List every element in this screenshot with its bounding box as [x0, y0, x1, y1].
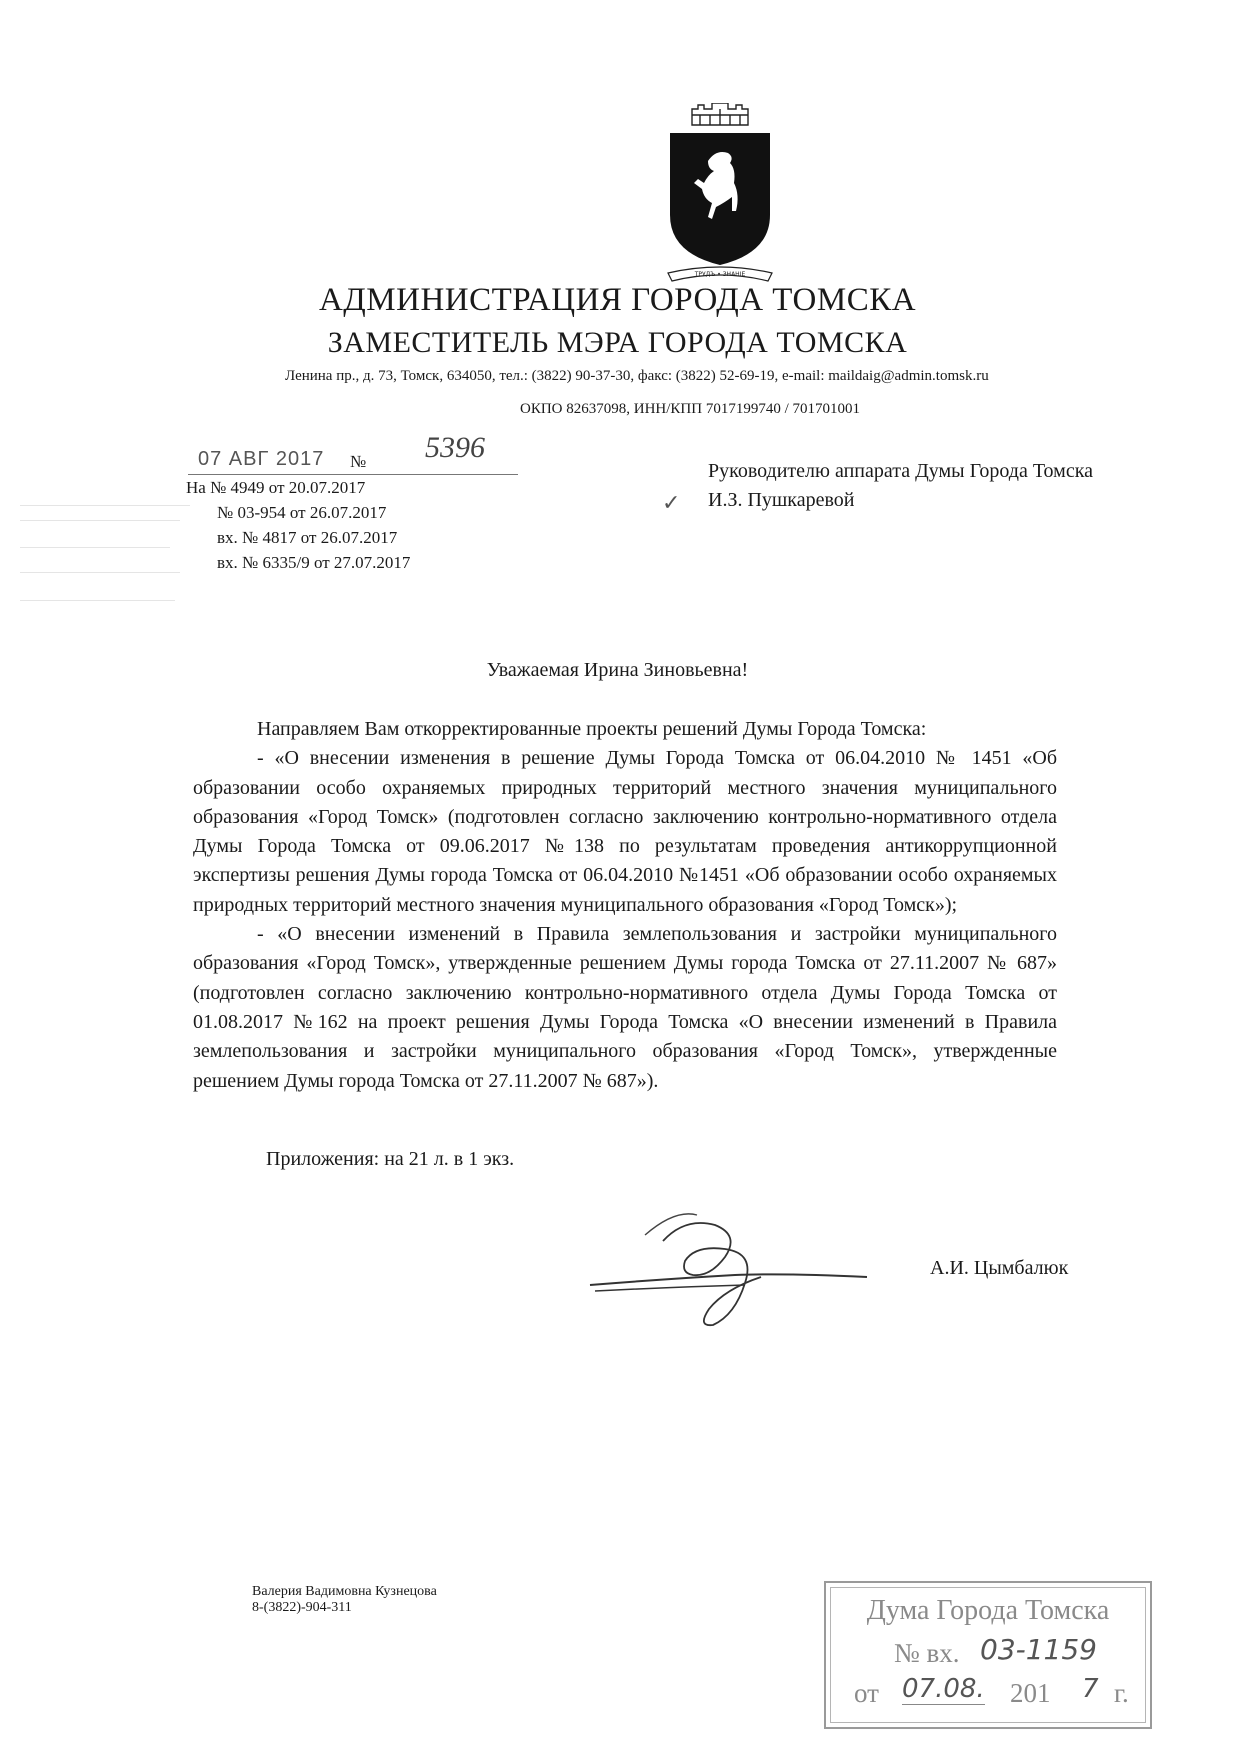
body-paragraph: - «О внесении изменения в решение Думы Города Томска от 06.04.2010 № 1451 «Об образовании особо охраняемых природных территорий местного значения муниципального образования «Город Томск» (подготовлен согласно заключению контрольно-нормативного отдела Думы Города Томска от 09.06.2017 №138 по результатам проведения антикоррупционной экспертизы решения Думы города Томска от 06.04.2010 №1451 «Об образовании особо охраняемых природных территорий местного значения муниципального образования «Город Томск»);: [193, 747, 1057, 916]
stamp-title: Дума Города Томска: [866, 1595, 1110, 1626]
check-mark-icon: ✓: [662, 490, 681, 515]
stamp-date-value: 07.08.: [902, 1674, 985, 1704]
incoming-stamp: [824, 1581, 1152, 1729]
registration-number-label: №: [350, 452, 367, 471]
salutation: Уважаемая Ирина Зиновьевна!: [486, 659, 749, 681]
org-title: АДМИНИСТРАЦИЯ ГОРОДА ТОМСКА: [318, 282, 917, 318]
reference-line: вх. № 4817 от 26.07.2017: [217, 528, 398, 547]
org-codes: ОКПО 82637098, ИНН/КПП 7017199740 / 701701001: [520, 401, 861, 417]
scan-artifact: [20, 520, 180, 521]
registration-date: 07 АВГ 2017: [198, 448, 325, 470]
tomsk-coat-of-arms-emblem: [664, 103, 776, 285]
attachment-note: Приложения: на 21 л. в 1 экз.: [266, 1148, 515, 1170]
registration-number: 5396: [425, 431, 485, 464]
stamp-in-number: 03-1159: [980, 1633, 1097, 1666]
signer-name: А.И. Цымбалюк: [930, 1257, 1069, 1279]
body-paragraph: - «О внесении изменений в Правила землепользования и застройки муниципального образования «Город Томск», утвержденные решением Думы города Томска от 27.11.2007 № 687» (подготовлен согласно заключению контрольно-нормативного отдела Думы Города Томска от 01.08.2017 №162 на проект решения Думы Города Томска «О внесении изменений в Правила землепользования и застройки муниципального образования «Город Томск», утвержденные решением Думы города Томска от 27.11.2007 № 687»).: [193, 923, 1057, 1092]
scan-artifact: [20, 600, 175, 601]
stamp-year-digit: 7: [1082, 1674, 1099, 1704]
scan-artifact: [20, 572, 180, 573]
position-title: ЗАМЕСТИТЕЛЬ МЭРА ГОРОДА ТОМСКА: [327, 326, 908, 359]
stamp-in-label: № вх.: [894, 1638, 960, 1668]
handwritten-signature: [585, 1205, 870, 1330]
scan-artifact: [20, 547, 170, 548]
stamp-date-prefix: от: [854, 1678, 879, 1708]
org-address: Ленина пр., д. 73, Томск, 634050, тел.: (3822) 90-37-30, факс: (3822) 52-69-19, e-mail: maildaig@admin.tomsk.ru: [285, 368, 989, 384]
contact-phone: 8-(3822)-904-311: [252, 1600, 352, 1615]
scan-artifact: [20, 505, 190, 506]
recipient-name: И.З. Пушкаревой: [708, 489, 855, 511]
reference-line: № 03-954 от 26.07.2017: [217, 503, 387, 522]
letter-body: [193, 715, 1057, 1096]
registration-underline: [188, 474, 518, 475]
body-paragraph: Направляем Вам откорректированные проекты решений Думы Города Томска:: [257, 718, 927, 740]
stamp-year-prefix: 201: [1010, 1678, 1051, 1708]
recipient-title: Руководителю аппарата Думы Города Томска: [708, 460, 1093, 482]
contact-name: Валерия Вадимовна Кузнецова: [252, 1584, 437, 1599]
svg-text:ТРУДЪ • ЗНАНIЕ: ТРУДЪ • ЗНАНIЕ: [694, 271, 746, 278]
reference-line: На № 4949 от 20.07.2017: [186, 478, 366, 497]
reference-line: вх. № 6335/9 от 27.07.2017: [217, 553, 411, 572]
stamp-year-suffix: г.: [1114, 1678, 1129, 1708]
